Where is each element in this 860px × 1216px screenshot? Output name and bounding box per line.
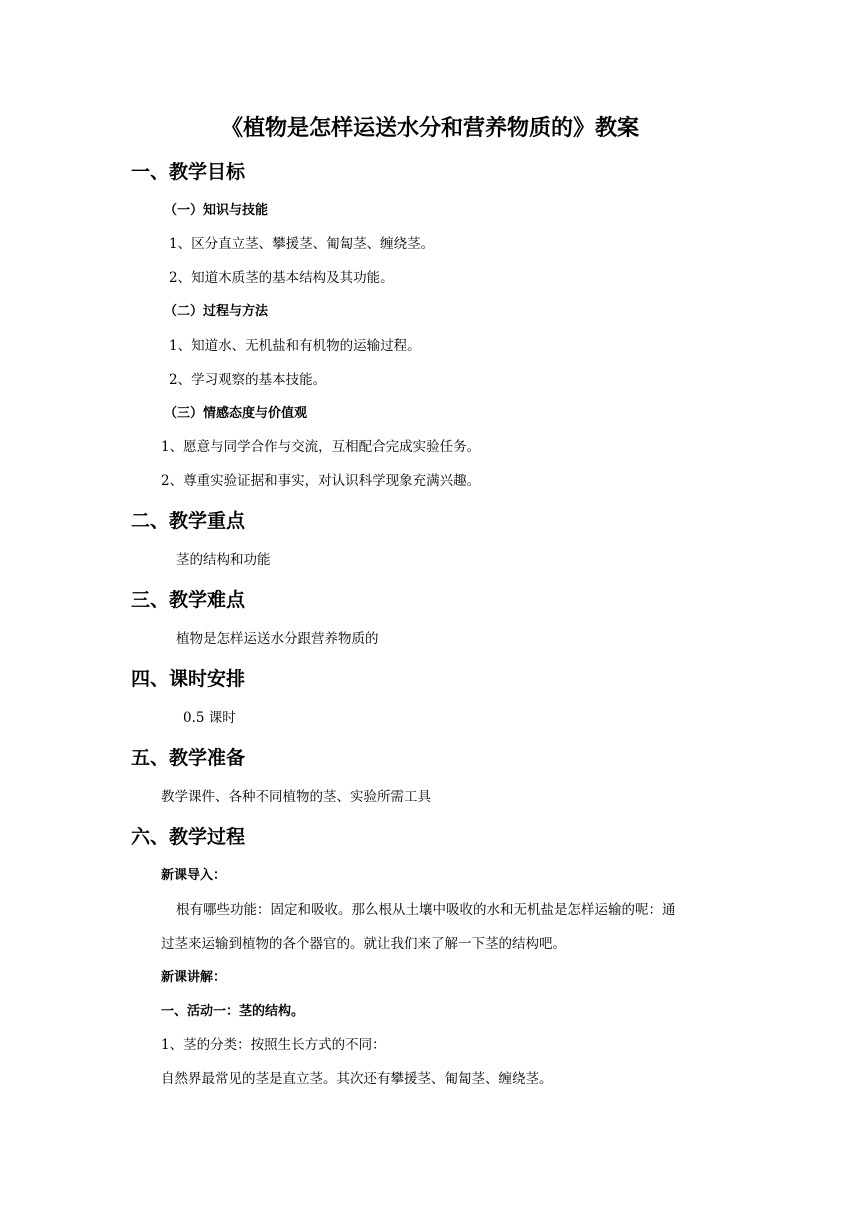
- knowledge-item-1: 1、区分直立茎、攀援茎、匍匐茎、缠绕茎。: [169, 236, 435, 252]
- document-title: 《植物是怎样运送水分和营养物质的》教案: [220, 116, 639, 141]
- intro-paragraph-line-1: 根有哪些功能：固定和吸收。那么根从土壤中吸收的水和无机盐是怎样运输的呢：通: [176, 902, 676, 918]
- key-points-text: 茎的结构和功能: [176, 552, 271, 568]
- stem-classification-text: 自然界最常见的茎是直立茎。其次还有攀援茎、匍匐茎、缠绕茎。: [161, 1071, 553, 1087]
- section-heading-key-points: 二、教学重点: [131, 510, 246, 532]
- schedule-text: 0.5 课时: [183, 710, 236, 726]
- preparation-text: 教学课件、各种不同植物的茎、实验所需工具: [161, 789, 431, 805]
- section-heading-process: 六、教学过程: [131, 826, 246, 848]
- difficulties-text: 植物是怎样运送水分跟营养物质的: [176, 631, 379, 647]
- method-item-1: 1、知道水、无机盐和有机物的运输过程。: [169, 338, 421, 354]
- lecture-label: 新课讲解：: [161, 970, 227, 985]
- activity-1-heading: 一、活动一：茎的结构。: [161, 1004, 305, 1019]
- section-heading-schedule: 四、课时安排: [131, 668, 246, 690]
- intro-paragraph-line-2: 过茎来运输到植物的各个器官的。就让我们来了解一下茎的结构吧。: [161, 936, 566, 952]
- attitude-item-2: 2、尊重实验证据和事实，对认识科学现象充满兴趣。: [161, 473, 481, 489]
- section-heading-preparation: 五、教学准备: [131, 747, 246, 769]
- subheading-attitude-values: （三）情感态度与价值观: [164, 406, 308, 421]
- stem-classification-point: 1、茎的分类：按照生长方式的不同：: [161, 1037, 386, 1053]
- method-item-2: 2、学习观察的基本技能。: [169, 372, 327, 388]
- subheading-knowledge-skills: （一）知识与技能: [164, 203, 269, 218]
- section-heading-difficulties: 三、教学难点: [131, 589, 246, 611]
- section-heading-objectives: 一、教学目标: [131, 161, 246, 183]
- knowledge-item-2: 2、知道木质茎的基本结构及其功能。: [169, 270, 394, 286]
- subheading-process-methods: （二）过程与方法: [164, 304, 269, 319]
- intro-label: 新课导入：: [161, 868, 227, 883]
- attitude-item-1: 1、愿意与同学合作与交流，互相配合完成实验任务。: [161, 439, 481, 455]
